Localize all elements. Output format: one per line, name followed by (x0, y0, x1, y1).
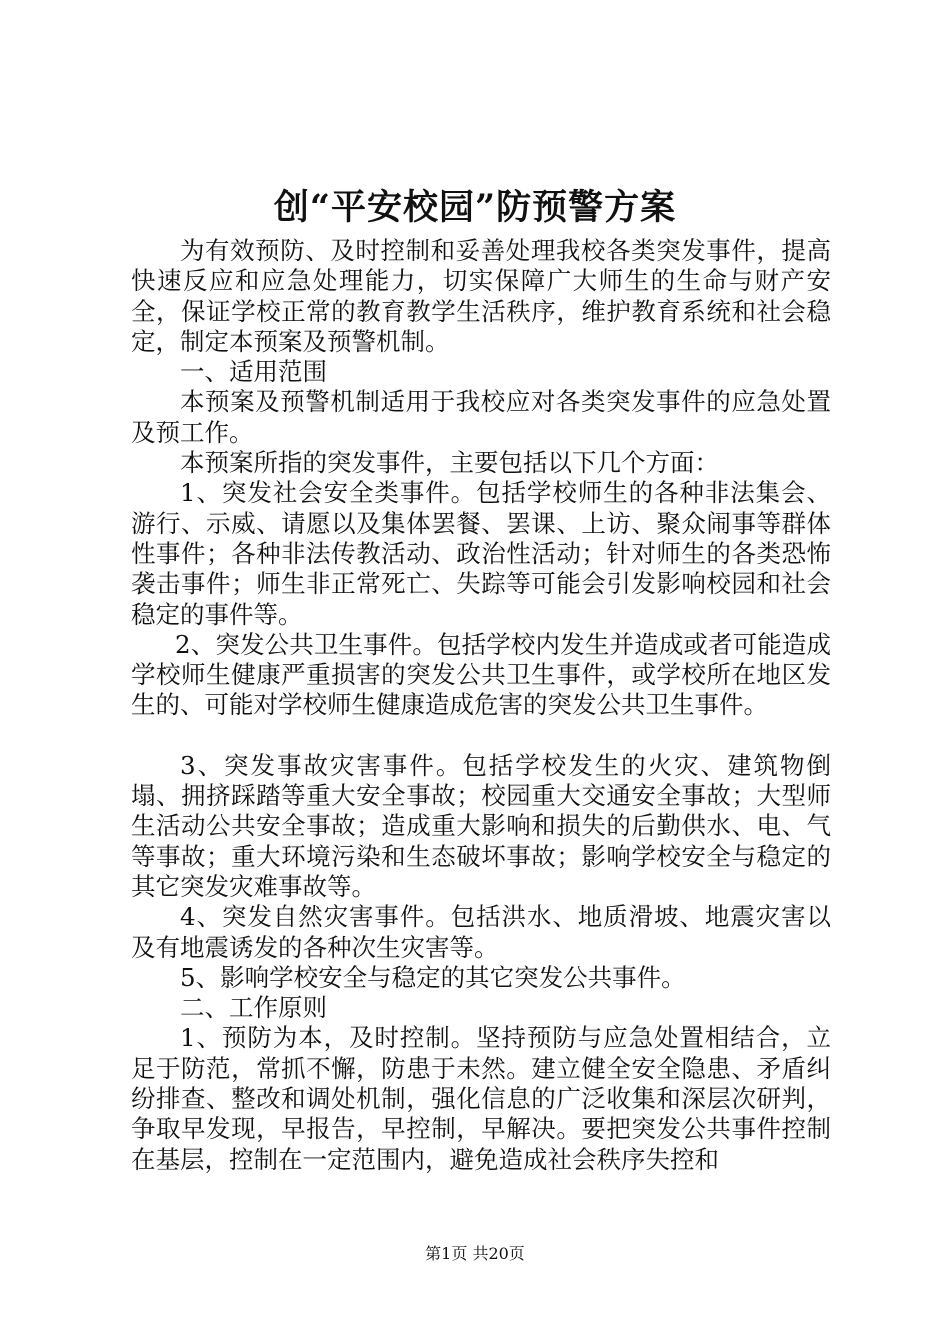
page-number-footer: 第1页 共20页 (425, 1244, 525, 1263)
section-heading-scope: 一、适用范围 (180, 357, 327, 387)
paragraph-scope: 本预案及预警机制适用于我校应对各类突发事件的应急处置及预工作。 (131, 387, 831, 447)
paragraph-prevention: 1、预防为本，及时控制。坚持预防与应急处置相结合，立足于防范，常抓不懈，防患于未然。建立健全安全隐患、矛盾纠纷排查、整改和调处机制，强化信息的广泛收集和深层次研判，争取早发现，早报告，早控制，早解决。要把突发公共事件控制在基层，控制在一定范围内，避免造成社会秩序失控和 (131, 1023, 831, 1174)
paragraph-other-events: 5、影响学校安全与稳定的其它突发公共事件。 (180, 962, 686, 992)
section-heading-principles: 二、工作原则 (180, 993, 327, 1023)
paragraph-public-health: 2、突发公共卫生事件。包括学校内发生并造成或者可能造成学校师生健康严重损害的突发公共卫生事件，或学校所在地区发生的、可能对学校师生健康造成危害的突发公共卫生事件。 (131, 629, 831, 720)
document-body (131, 236, 831, 1175)
document-title: 创“平安校园”防预警方案 (273, 187, 677, 228)
paragraph-natural-disaster: 4、突发自然灾害事件。包括洪水、地质滑坡、地震灾害以及有地震诱发的各种次生灾害等。 (131, 902, 831, 962)
paragraph-accident-disaster: 3、突发事故灾害事件。包括学校发生的火灾、建筑物倒塌、拥挤踩踏等重大安全事故；校园重大交通安全事故；大型师生活动公共安全事故；造成重大影响和损失的后勤供水、电、气等事故；重大环境污染和生态破坏事故；影响学校安全与稳定的其它突发灾难事故等。 (131, 750, 831, 901)
paragraph-event-types: 本预案所指的突发事件，主要包括以下几个方面： (180, 448, 719, 478)
paragraph-intro: 为有效预防、及时控制和妥善处理我校各类突发事件，提高快速反应和应急处理能力，切实保障广大师生的生命与财产安全，保证学校正常的教育教学生活秩序，维护教育系统和社会稳定，制定本预案及预警机制。 (131, 236, 831, 356)
paragraph-social-security: 1、突发社会安全类事件。包括学校师生的各种非法集会、游行、示威、请愿以及集体罢餐、罢课、上访、聚众闹事等群体性事件；各种非法传教活动、政治性活动；针对师生的各类恐怖袭击事件；师生非正常死亡、失踪等可能会引发影响校园和社会稳定的事件等。 (131, 478, 831, 629)
